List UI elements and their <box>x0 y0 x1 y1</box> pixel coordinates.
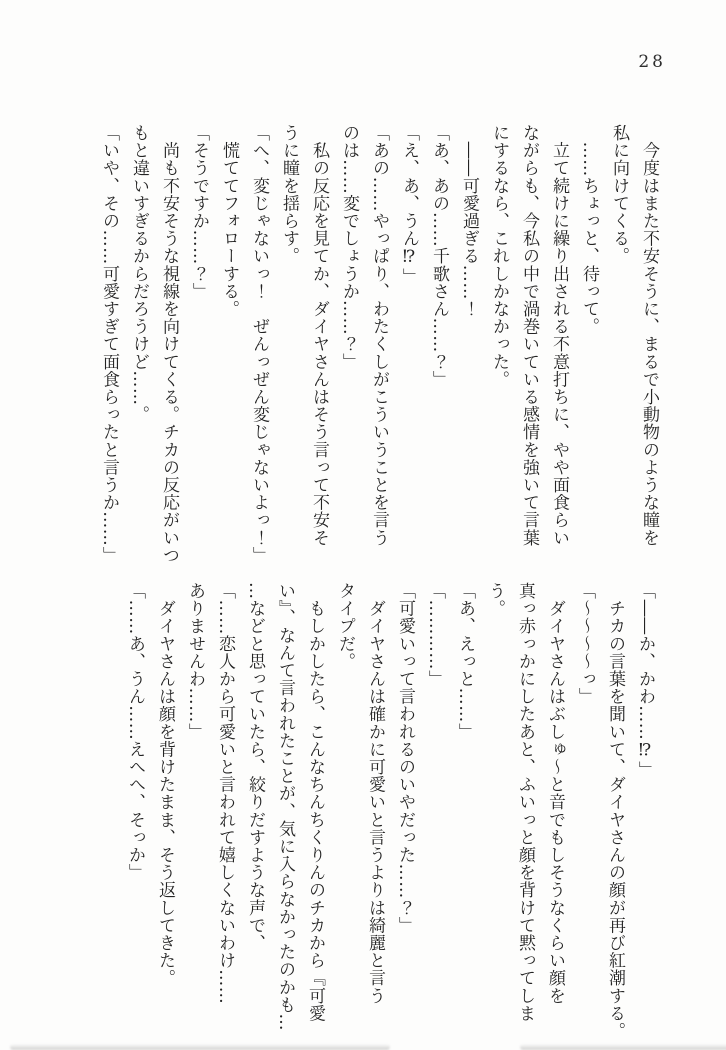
text-line: 「へ、変じゃないっ！ ぜんっぜん変じゃないよっ！」 <box>249 124 269 564</box>
text-line: ながらも、今私の中で渦巻いている感情を強いて言葉 <box>519 124 539 547</box>
text-line: 「可愛いって言われるのいやだった……？」 <box>395 582 415 934</box>
text-line: もしかしたら、こんなちんちくりんのチカから『可愛 <box>305 582 325 1022</box>
text-line: ダイヤさんは顔を背けたまま、そう返してきた。 <box>155 582 175 987</box>
text-line: 「あの……やっぱり、わたくしがこういうことを言う <box>369 124 389 547</box>
text-line: 真っ赤っかにしたあと、ふいっと顔を背けて黙ってしま <box>515 582 535 1022</box>
text-line: 立て続けに繰り出される不意打ちに、やや面食らい <box>549 124 569 547</box>
text-line: ありませんわ……」 <box>185 582 205 741</box>
text-line: ダイヤさんはぶしゅ～と音でもしそうなくらい顔を <box>545 582 565 1005</box>
text-line: 私に向けてくる。 <box>609 124 629 265</box>
text-line: 「……恋人から可愛いと言われて嬉しくないわけ…… <box>215 582 235 1005</box>
text-line: ……ちょっと、待って。 <box>579 124 599 336</box>
text-line: い』、なんて言われたことが、気に入らなかったのかも… <box>275 582 295 1032</box>
text-line: 「そうですか……？」 <box>189 124 209 300</box>
text-line: 「…………」 <box>425 582 445 688</box>
text-line: にするなら、これしかなかった。 <box>489 124 509 388</box>
text-line: のは……変でしょうか……？」 <box>339 124 359 371</box>
text-line: もと違いすぎるからだろうけど……。 <box>129 124 149 424</box>
scan-edge-shadow <box>520 1044 726 1050</box>
text-line: 慌ててフォローする。 <box>219 124 239 318</box>
text-line: 「――か、かわ……⁉」 <box>635 582 655 779</box>
text-line: 「あ、えっと……」 <box>455 582 475 741</box>
scan-edge-shadow <box>10 1044 390 1050</box>
text-block-top <box>92 124 664 570</box>
text-block-bottom <box>118 582 660 1046</box>
text-line: 「～～～～っ」 <box>575 582 595 706</box>
text-line: 「え、あ、うん⁉」 <box>399 124 419 286</box>
text-line: 私の反応を見てか、ダイヤさんはそう言って不安そ <box>309 124 329 547</box>
text-line: 今度はまた不安そうに、まるで小動物のような瞳を <box>639 124 659 547</box>
text-line: 「……あ、うん……えへへ、そっか」 <box>125 582 145 882</box>
text-line: タイプだ。 <box>335 582 355 670</box>
text-line: 「あ、あの……千歌さん……？」 <box>429 124 449 388</box>
text-line: ――可愛過ぎる……！ <box>459 124 479 318</box>
text-line: うに瞳を揺らす。 <box>279 124 299 265</box>
text-line: チカの言葉を聞いて、ダイヤさんの顔が再び紅潮する。 <box>605 582 625 1040</box>
text-line: …などと思っていたら、絞りだすような声で、 <box>245 582 265 952</box>
page-number: 28 <box>638 52 666 72</box>
text-line: う。 <box>485 582 505 618</box>
text-line: 尚も不安そうな視線を向けてくる。チカの反応がいつ <box>159 124 179 564</box>
text-line: ダイヤさんは確かに可愛いと言うよりは綺麗と言う <box>365 582 385 1005</box>
text-line: 「いや、その……可愛すぎて面食らったと言うか……」 <box>99 124 119 564</box>
